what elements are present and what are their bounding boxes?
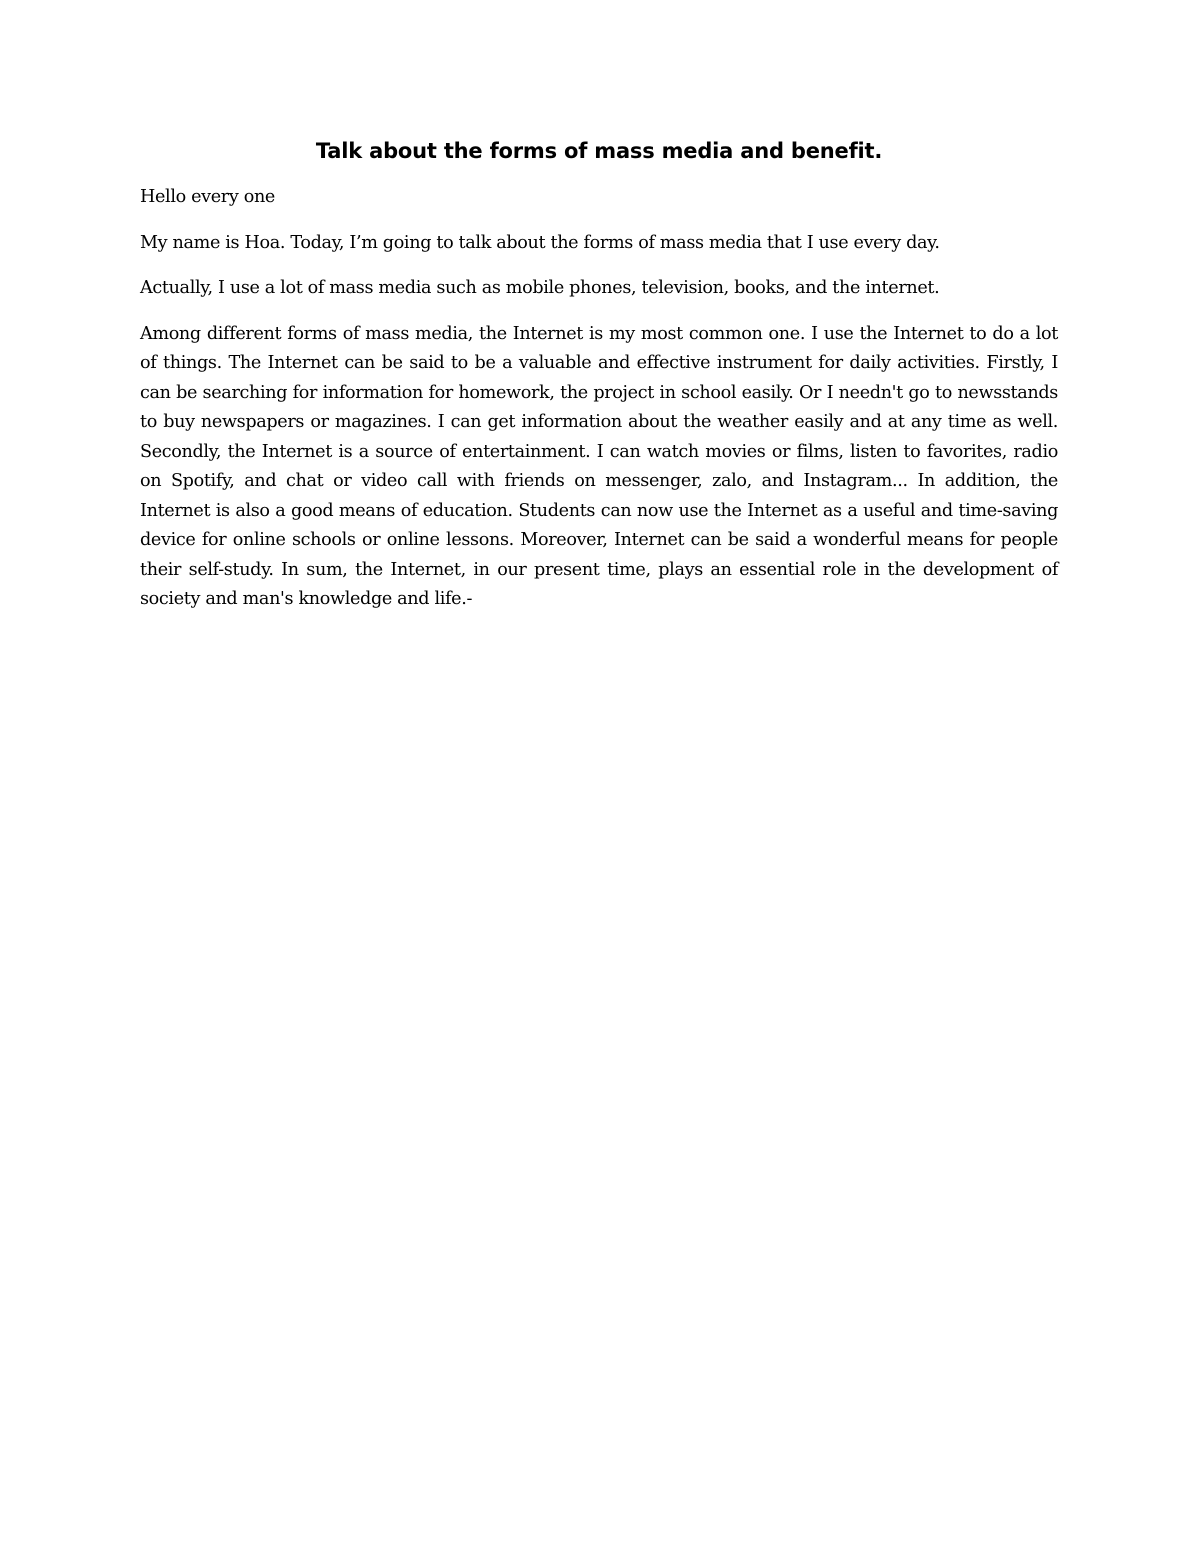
greeting-paragraph: Hello every one <box>140 187 275 208</box>
internet-paragraph: Among different forms of mass media, the Internet is my most common one. I use the Internet to do a lot of things. The Internet can be said to be a valuable and effective instrument for daily activities. Firstly, I can be searching for information for homework, the project in school easily. Or I needn't go to newsstands to buy newspapers or magazines. I can get information about the weather easily and at any time as well. Secondly, the Internet is a source of entertainment. I can watch movies or films, listen to favorites, radio on Spotify, and chat or video call with friends on messenger, zalo, and Instagram... In addition, the Internet is also a good means of education. Students can now use the Internet as a useful and time-saving device for online schools or online lessons. Moreover, Internet can be said a wonderful means for people their self-study. In sum, the Internet, in our present time, plays an essential role in the development of society and man's knowledge and life.- <box>140 323 1058 610</box>
document-body <box>140 138 1058 631</box>
document-title: Talk about the forms of mass media and benefit. <box>315 139 883 163</box>
introduction-paragraph: My name is Hoa. Today, I’m going to talk about the forms of mass media that I use every day. <box>140 232 940 253</box>
media-list-paragraph: Actually, I use a lot of mass media such as mobile phones, television, books, and the internet. <box>140 278 940 299</box>
